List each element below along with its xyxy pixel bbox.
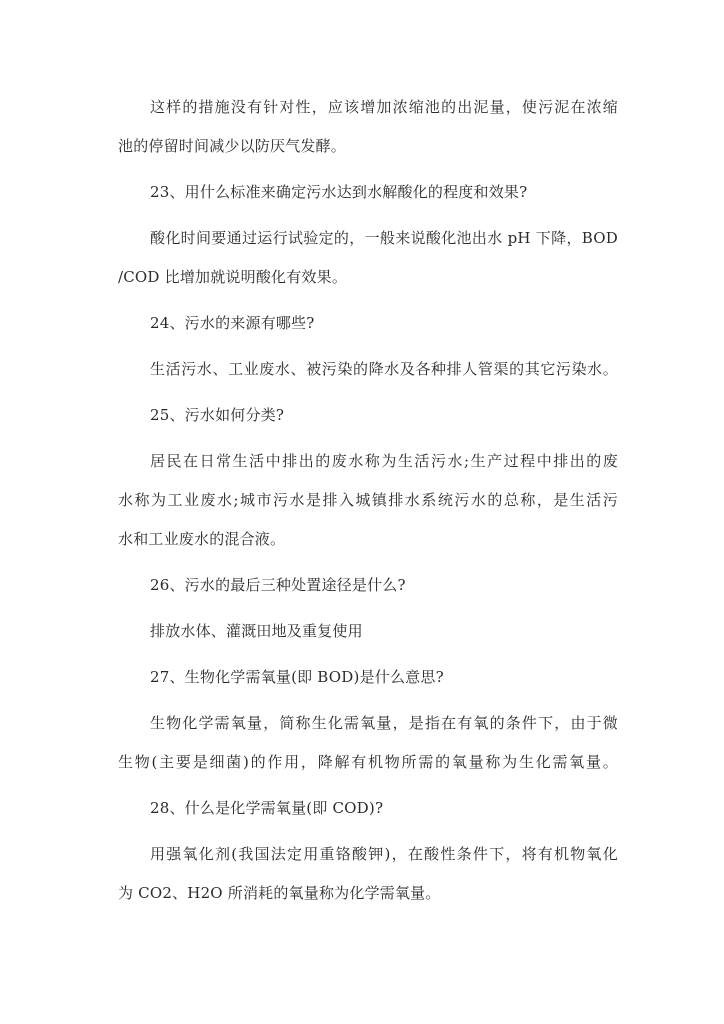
question-28: 28、什么是化学需氧量(即 COD)? (150, 799, 384, 817)
answer-25-line-3: 水和工业废水的混合液。 (118, 530, 286, 548)
answer-25-line-2: 水称为工业废水;城市污水是排入城镇排水系统污水的总称，是生活污 (118, 491, 618, 509)
answer-27-line-1: 生物化学需氧量，简称生化需氧量，是指在有氧的条件下，由于微 (150, 714, 618, 732)
paragraph-line-2: 池的停留时间减少以防厌气发酵。 (118, 137, 347, 155)
answer-24: 生活污水、工业废水、被污染的降水及各种排人管渠的其它污染水。 (150, 360, 618, 378)
question-27: 27、生物化学需氧量(即 BOD)是什么意思? (150, 668, 444, 686)
answer-26: 排放水体、灌溉田地及重复使用 (150, 622, 363, 640)
answer-28-line-1: 用强氧化剂(我国法定用重铬酸钾)，在酸性条件下，将有机物氧化 (150, 845, 618, 863)
question-26: 26、污水的最后三种处置途径是什么? (150, 576, 406, 594)
answer-23-line-1: 酸化时间要通过运行试验定的，一般来说酸化池出水 pH 下降，BOD (150, 229, 618, 247)
paragraph-line-1: 这样的措施没有针对性，应该增加浓缩池的出泥量，使污泥在浓缩 (150, 98, 618, 116)
answer-25-line-1: 居民在日常生活中排出的废水称为生活污水;生产过程中排出的废 (150, 452, 618, 470)
question-25: 25、污水如何分类? (150, 406, 285, 424)
answer-23-line-2: /COD 比增加就说明酸化有效果。 (118, 268, 348, 286)
question-23: 23、用什么标准来确定污水达到水解酸化的程度和效果? (150, 183, 528, 201)
question-24: 24、污水的来源有哪些? (150, 314, 315, 332)
answer-28-line-2: 为 CO2、H2O 所消耗的氧量称为化学需氧量。 (118, 884, 441, 902)
answer-27-line-2: 生物(主要是细菌)的作用，降解有机物所需的氧量称为生化需氧量。 (118, 753, 618, 771)
